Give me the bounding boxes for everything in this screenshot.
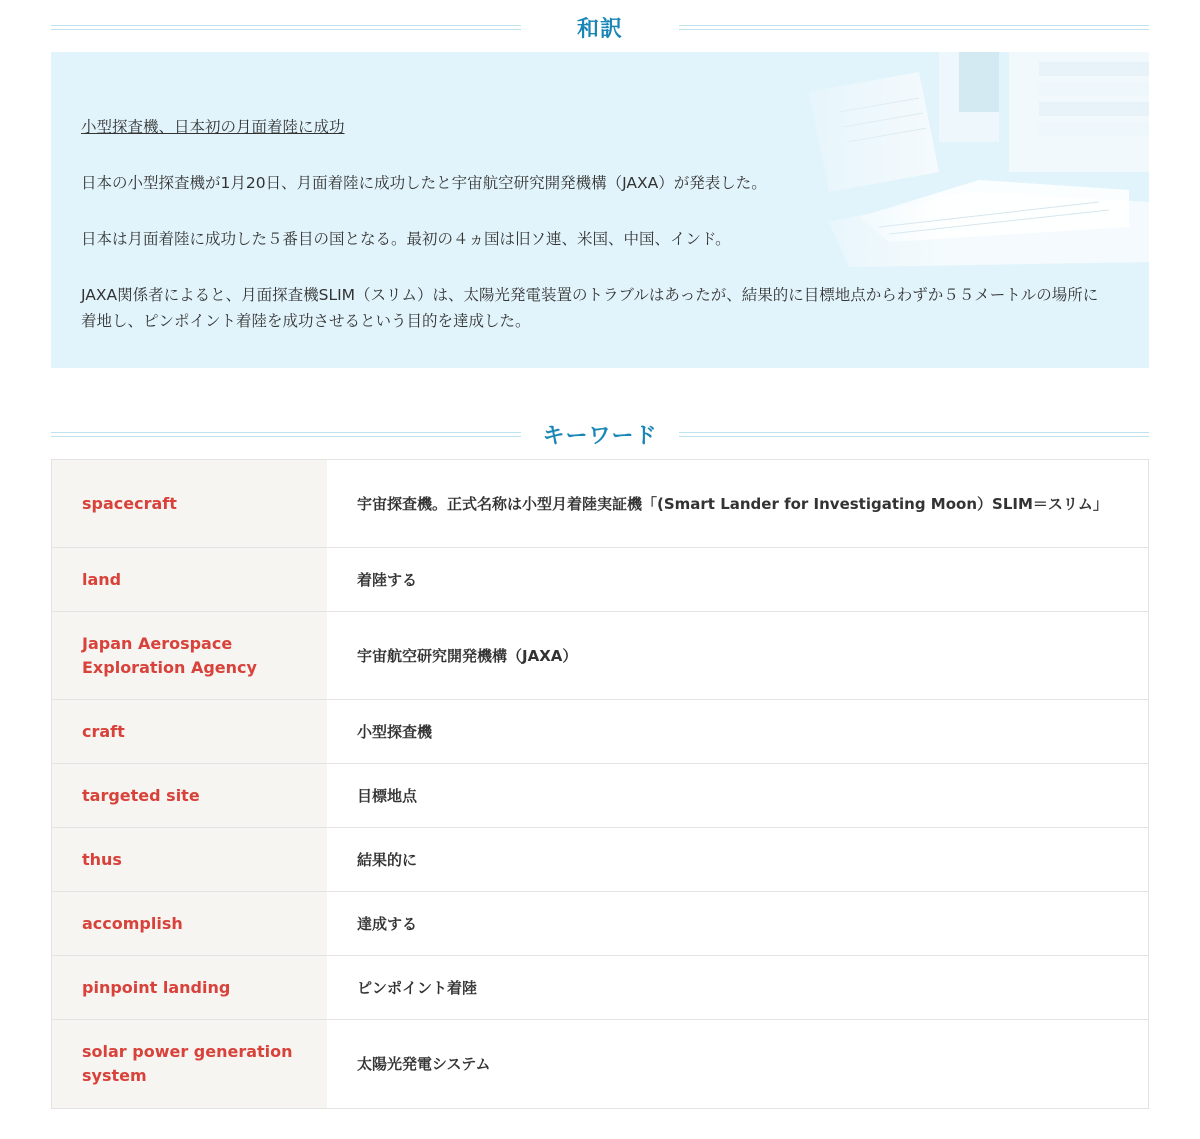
heading-rule-left bbox=[51, 432, 521, 437]
keyword-term: spacecraft bbox=[52, 460, 327, 547]
keyword-meaning: 着陸する bbox=[327, 548, 1148, 611]
keyword-meaning: 達成する bbox=[327, 892, 1148, 955]
keyword-term: targeted site bbox=[52, 764, 327, 827]
keyword-term: pinpoint landing bbox=[52, 956, 327, 1019]
table-row bbox=[52, 700, 1148, 764]
table-row bbox=[52, 828, 1148, 892]
translation-text bbox=[81, 114, 1111, 334]
table-row bbox=[52, 1020, 1148, 1108]
table-row bbox=[52, 764, 1148, 828]
table-row bbox=[52, 548, 1148, 612]
translation-headline: 小型探査機、日本初の月面着陸に成功 bbox=[81, 118, 345, 136]
keywords-table bbox=[51, 459, 1149, 1109]
keyword-meaning: 宇宙航空研究開発機構（JAXA） bbox=[327, 612, 1148, 699]
heading-rule-right bbox=[679, 432, 1149, 437]
heading-rule-right bbox=[679, 25, 1149, 30]
translation-box bbox=[51, 52, 1149, 368]
heading-rule-left bbox=[51, 25, 521, 30]
keyword-term: accomplish bbox=[52, 892, 327, 955]
keyword-meaning: 目標地点 bbox=[327, 764, 1148, 827]
keyword-meaning: ピンポイント着陸 bbox=[327, 956, 1148, 1019]
keyword-meaning: 結果的に bbox=[327, 828, 1148, 891]
translation-paragraph: 日本の小型探査機が1月20日、月面着陸に成功したと宇宙航空研究開発機構（JAXA）が発表した。 bbox=[81, 174, 767, 192]
translation-paragraph: 日本は月面着陸に成功した５番目の国となる。最初の４ヵ国は旧ソ連、米国、中国、インド。 bbox=[81, 230, 731, 248]
table-row bbox=[52, 460, 1148, 548]
keyword-term: craft bbox=[52, 700, 327, 763]
keywords-section-heading bbox=[51, 419, 1149, 449]
table-row bbox=[52, 956, 1148, 1020]
keyword-term: thus bbox=[52, 828, 327, 891]
keyword-meaning: 宇宙探査機。正式名称は小型月着陸実証機「(Smart Lander for Investigating Moon）SLIM＝スリム」 bbox=[327, 460, 1148, 547]
keyword-term: Japan Aerospace Exploration Agency bbox=[52, 612, 327, 699]
translation-heading-title: 和訳 bbox=[576, 16, 623, 42]
table-row bbox=[52, 612, 1148, 700]
keyword-meaning: 小型探査機 bbox=[327, 700, 1148, 763]
keywords-heading-title: キーワード bbox=[542, 423, 658, 449]
keyword-term: land bbox=[52, 548, 327, 611]
keyword-term: solar power generation system bbox=[52, 1020, 327, 1108]
translation-paragraph: JAXA関係者によると、月面探査機SLIM（スリム）は、太陽光発電装置のトラブルはあったが、結果的に目標地点からわずか５５メートルの場所に着地し、ピンポイント着陸を成功させるという目的を達成した。 bbox=[81, 286, 1099, 330]
keyword-meaning: 太陽光発電システム bbox=[327, 1020, 1148, 1108]
table-row bbox=[52, 892, 1148, 956]
translation-section-heading bbox=[51, 12, 1149, 42]
